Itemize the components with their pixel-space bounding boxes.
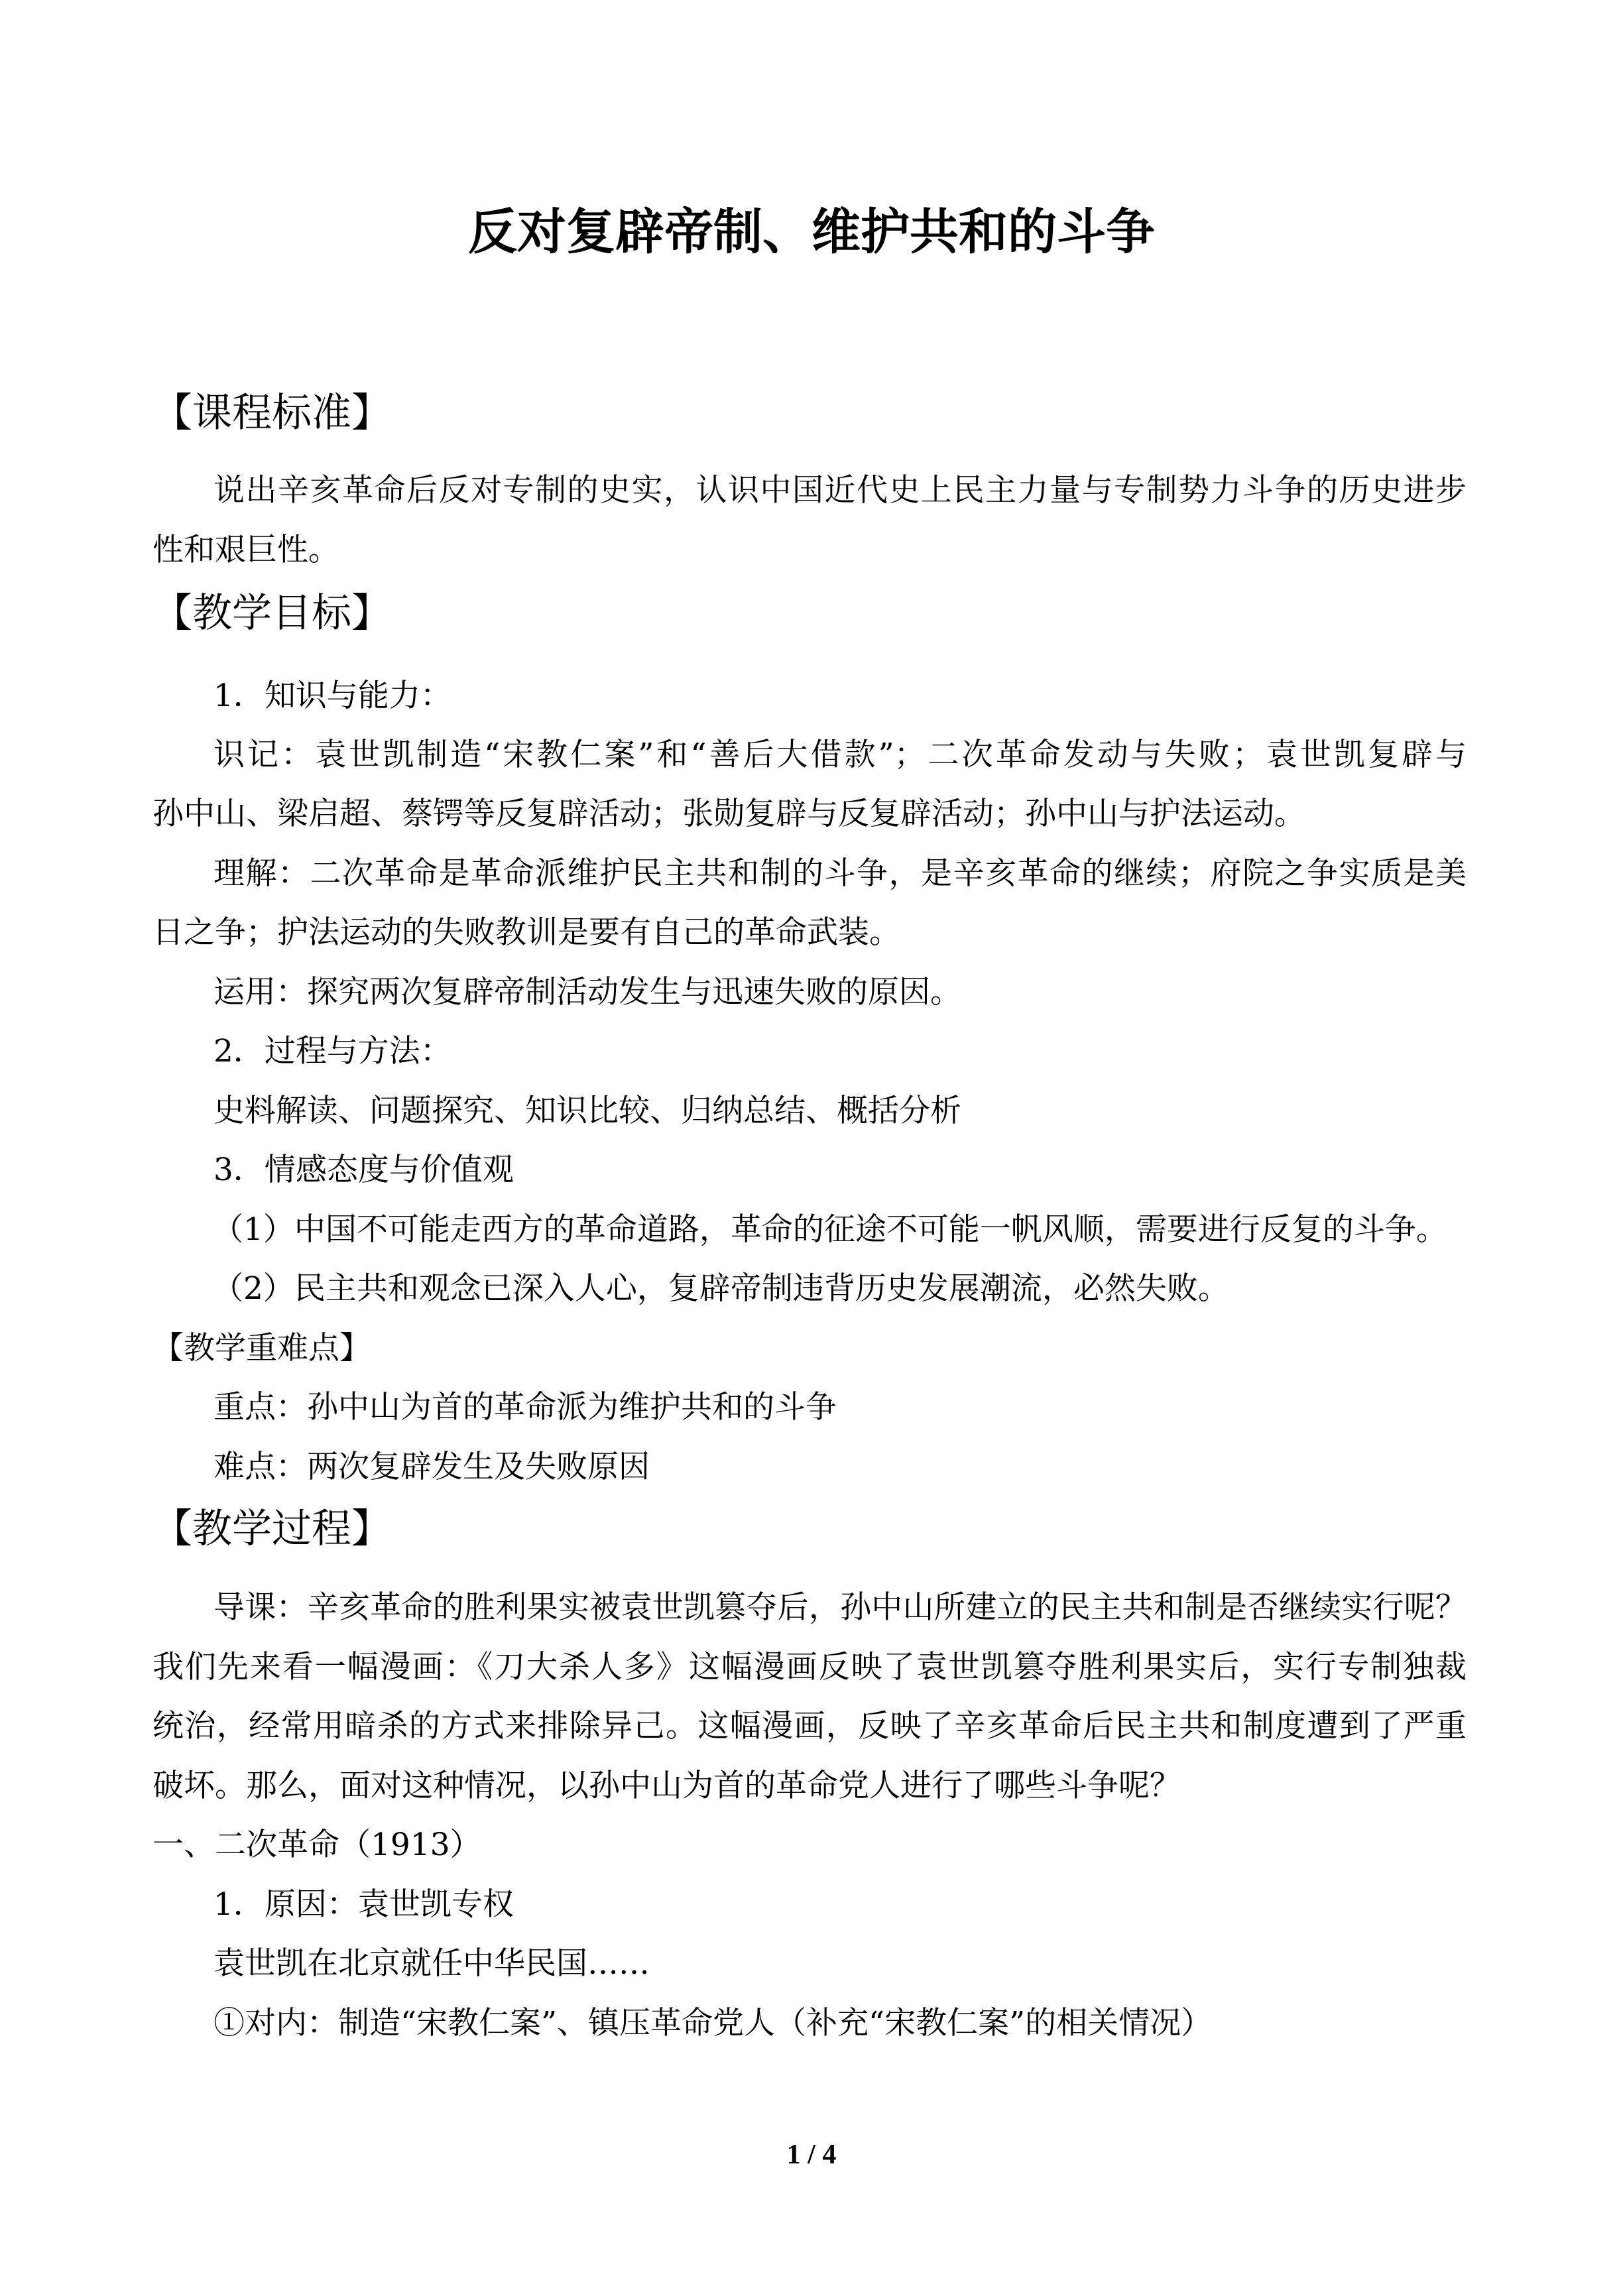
section-heading-teaching-process: 【教学过程】: [152, 1506, 391, 1552]
paragraph-line: 1．知识与能力：: [213, 678, 451, 714]
paragraph-line: 理解：二次革命是革命派维护民主共和制的斗争，是辛亥革命的继续；府院之争实质是美: [213, 855, 1467, 892]
paragraph-line: ①对内：制造“宋教仁案”、镇压革命党人（补充“宋教仁案”的相关情况）: [213, 2005, 1213, 2041]
paragraph-line: 运用：探究两次复辟帝制活动发生与迅速失败的原因。: [213, 974, 961, 1010]
paragraph-line: 破坏。那么，面对这种情况，以孙中山为首的革命党人进行了哪些斗争呢？: [152, 1768, 1181, 1804]
paragraph-line: （1）中国不可能走西方的革命道路，革命的征途不可能一帆风顺，需要进行反复的斗争。: [212, 1211, 1447, 1248]
paragraph-line: 日之争；护法运动的失败教训是要有自己的革命武装。: [152, 914, 900, 951]
paragraph-line: 孙中山、梁启超、蔡锷等反复辟活动；张勋复辟与反复辟活动；孙中山与护法运动。: [152, 796, 1305, 832]
section-heading-teaching-objectives: 【教学目标】: [152, 590, 391, 636]
paragraph-line: 3．情感态度与价值观: [213, 1152, 514, 1188]
paragraph-line: 史料解读、问题探究、知识比较、归纳总结、概括分析: [213, 1093, 961, 1129]
paragraph-line: 1．原因：袁世凯专权: [213, 1886, 514, 1923]
paragraph-line: 说出辛亥革命后反对专制的史实，认识中国近代史上民主力量与专制势力斗争的历史进步: [213, 472, 1467, 509]
page-title: 反对复辟帝制、维护共和的斗争: [468, 204, 1155, 261]
paragraph-line: 2．过程与方法：: [213, 1033, 451, 1069]
paragraph-line: 我们先来看一幅漫画：《刀大杀人多》这幅漫画反映了袁世凯篡夺胜利果实后，实行专制独裁: [152, 1649, 1467, 1685]
paragraph-line: 统治，经常用暗杀的方式来排除异己。这幅漫画，反映了辛亥革命后民主共和制度遭到了严重: [152, 1708, 1467, 1744]
paragraph-line: 袁世凯在北京就任中华民国……: [213, 1945, 650, 1982]
paragraph-line: （2）民主共和观念已深入人心，复辟帝制违背历史发展潮流，必然失败。: [212, 1270, 1229, 1307]
paragraph-line: 导课：辛亥革命的胜利果实被袁世凯篡夺后，孙中山所建立的民主共和制是否继续实行呢？: [213, 1589, 1467, 1626]
paragraph-line: 重点：孙中山为首的革命派为维护共和的斗争: [213, 1389, 837, 1425]
paragraph-line: 性和艰巨性。: [152, 532, 339, 568]
paragraph-line: 识记：袁世凯制造“宋教仁案”和“善后大借款”；二次革命发动与失败；袁世凯复辟与: [213, 737, 1467, 773]
page-indicator: 1 / 4: [786, 2140, 837, 2170]
section-heading-curriculum-standard: 【课程标准】: [152, 390, 391, 436]
section-heading-key-points: 【教学重难点】: [152, 1330, 371, 1366]
paragraph-line: 一、二次革命（1913）: [152, 1827, 481, 1863]
paragraph-line: 难点：两次复辟发生及失败原因: [213, 1449, 650, 1485]
